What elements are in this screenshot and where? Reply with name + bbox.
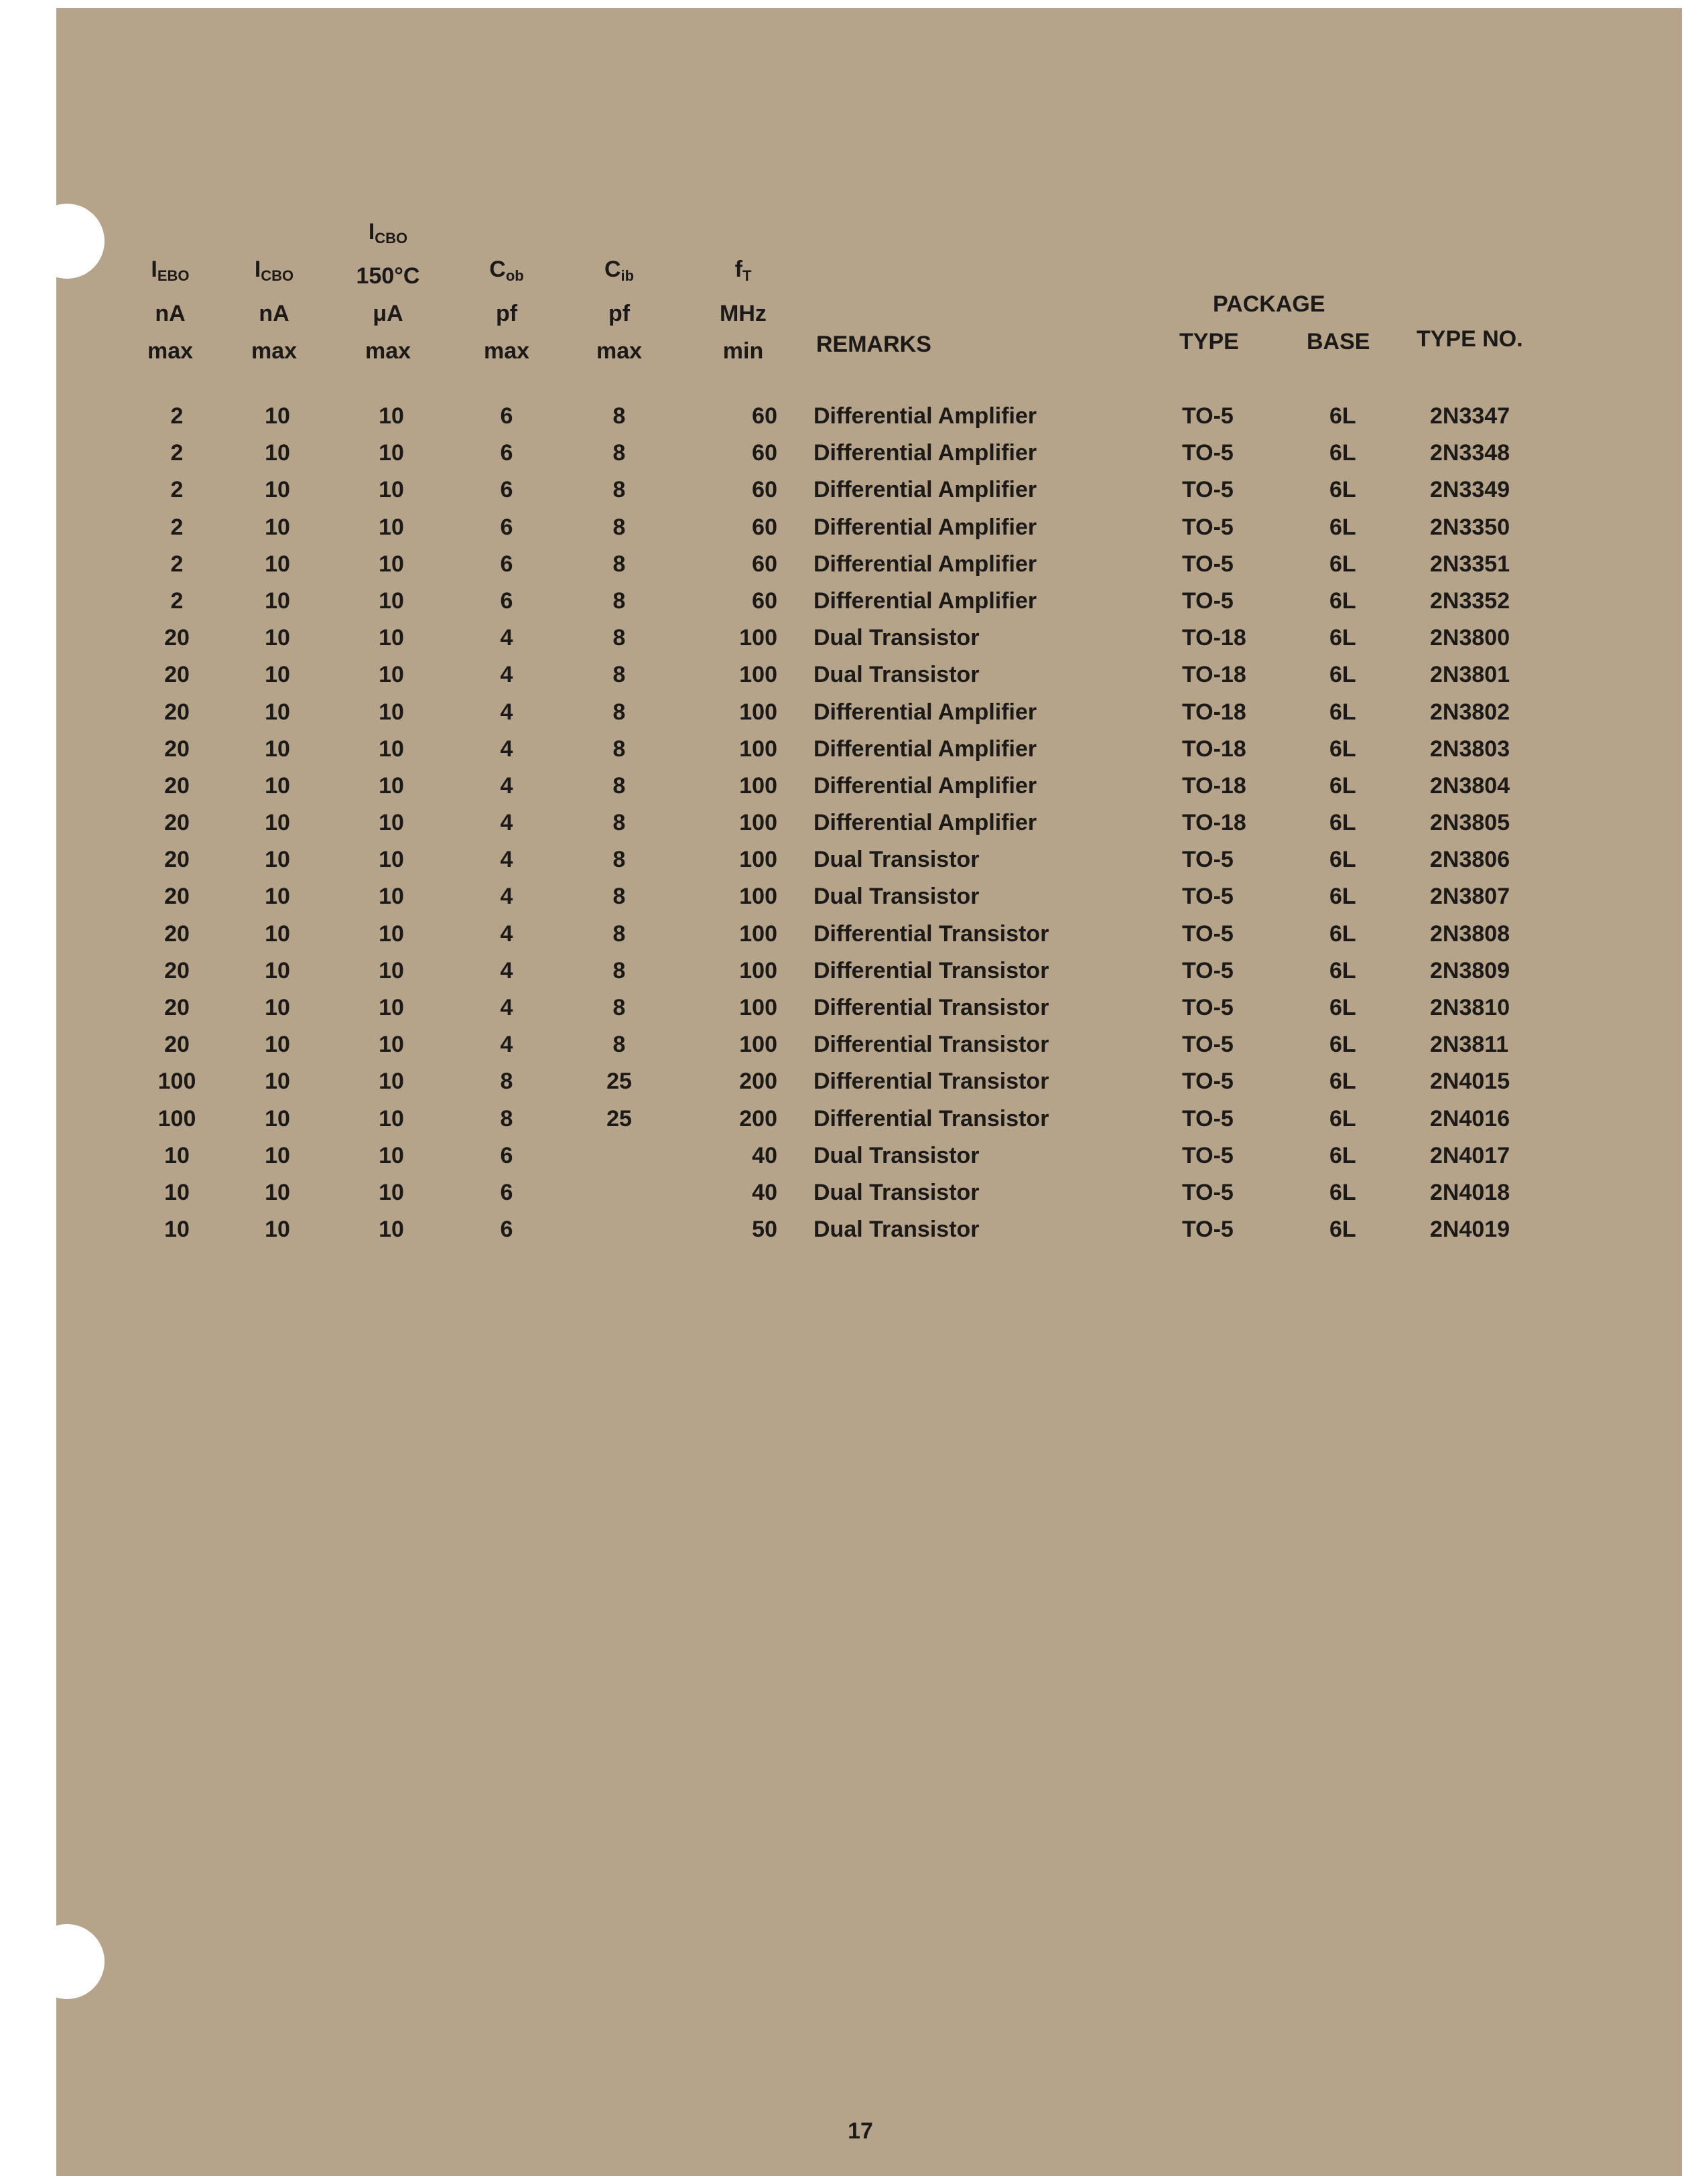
cell-iebo: 10 — [164, 1217, 190, 1243]
cell-package-base: 6L — [1329, 772, 1356, 799]
cell-remarks: Differential Transistor — [813, 995, 1049, 1020]
cell-iebo: 10 — [164, 1142, 190, 1168]
cell-icbo-150c: 10 — [379, 957, 404, 983]
cell-cib: 8 — [612, 772, 626, 799]
cell-ft: 100 — [739, 625, 777, 651]
cell-ft: 100 — [739, 736, 777, 762]
table-row — [56, 1180, 1682, 1217]
cell-package-type: TO-18 — [1182, 625, 1246, 651]
table-row — [56, 847, 1682, 884]
cell-remarks: Dual Transistor — [813, 1217, 980, 1243]
cell-type-no: 2N3800 — [1430, 625, 1510, 651]
table-row — [56, 477, 1682, 514]
cell-cob: 4 — [500, 662, 513, 688]
cell-iebo: 2 — [170, 440, 184, 466]
cell-cib: 8 — [612, 625, 626, 651]
cell-package-type: TO-18 — [1182, 736, 1246, 762]
cell-remarks: Differential Transistor — [813, 1069, 1049, 1095]
header-package-base: BASE — [1307, 329, 1370, 354]
cell-ft: 100 — [739, 995, 777, 1020]
cell-cib: 8 — [612, 1032, 626, 1058]
cell-remarks: Dual Transistor — [813, 847, 980, 873]
cell-icbo: 10 — [265, 772, 290, 799]
cell-icbo: 10 — [265, 736, 290, 762]
cell-icbo: 10 — [265, 957, 290, 983]
cell-iebo: 2 — [170, 403, 184, 429]
table-row — [56, 1032, 1682, 1069]
cell-icbo: 10 — [265, 551, 290, 577]
cell-type-no: 2N3352 — [1430, 588, 1510, 614]
cell-ft: 100 — [739, 884, 777, 910]
cell-iebo: 20 — [164, 699, 190, 725]
cell-remarks: Dual Transistor — [813, 1142, 980, 1168]
cell-cob: 4 — [500, 884, 513, 910]
cell-type-no: 2N3806 — [1430, 847, 1510, 873]
cell-ft: 100 — [739, 772, 777, 799]
cell-remarks: Differential Amplifier — [813, 514, 1037, 540]
cell-package-type: TO-5 — [1182, 588, 1234, 614]
cell-icbo-150c: 10 — [379, 625, 404, 651]
cell-ft: 50 — [752, 1217, 777, 1243]
cell-icbo-150c: 10 — [379, 1032, 404, 1058]
cell-ft: 100 — [739, 957, 777, 983]
cell-cob: 8 — [500, 1069, 513, 1095]
cell-cob: 4 — [500, 847, 513, 873]
cell-cob: 6 — [500, 477, 513, 503]
cell-package-type: TO-5 — [1182, 995, 1234, 1020]
cell-iebo: 20 — [164, 884, 190, 910]
cell-package-type: TO-5 — [1182, 847, 1234, 873]
cell-icbo: 10 — [265, 920, 290, 947]
cell-cob: 4 — [500, 772, 513, 799]
cell-type-no: 2N3350 — [1430, 514, 1510, 540]
table-row — [56, 699, 1682, 736]
cell-icbo-150c: 10 — [379, 514, 404, 540]
cell-type-no: 2N3805 — [1430, 810, 1510, 836]
cell-ft: 100 — [739, 1032, 777, 1058]
cell-iebo: 2 — [170, 551, 184, 577]
cell-cob: 4 — [500, 810, 513, 836]
table-row — [56, 995, 1682, 1032]
cell-ft: 200 — [739, 1105, 777, 1132]
cell-remarks: Differential Transistor — [813, 1105, 1049, 1132]
cell-package-type: TO-5 — [1182, 403, 1234, 429]
cell-iebo: 2 — [170, 477, 184, 503]
cell-icbo-150c: 10 — [379, 699, 404, 725]
cell-icbo-150c: 10 — [379, 995, 404, 1020]
header-ft: $f_T$ MHz min — [720, 257, 767, 364]
cell-icbo: 10 — [265, 477, 290, 503]
cell-ft: 60 — [752, 440, 777, 466]
cell-package-type: TO-5 — [1182, 1179, 1234, 1205]
cell-cib: 8 — [612, 403, 626, 429]
cell-ft: 100 — [739, 662, 777, 688]
table-row — [56, 810, 1682, 847]
cell-icbo: 10 — [265, 699, 290, 725]
cell-cib: 8 — [612, 699, 626, 725]
cell-package-base: 6L — [1329, 847, 1356, 873]
cell-remarks: Dual Transistor — [813, 662, 980, 688]
cell-cob: 6 — [500, 1142, 513, 1168]
cell-package-type: TO-5 — [1182, 957, 1234, 983]
cell-iebo: 20 — [164, 995, 190, 1020]
cell-cob: 6 — [500, 1217, 513, 1243]
cell-icbo-150c: 10 — [379, 920, 404, 947]
cell-cob: 6 — [500, 514, 513, 540]
cell-icbo-150c: 10 — [379, 477, 404, 503]
cell-package-base: 6L — [1329, 699, 1356, 725]
cell-ft: 60 — [752, 477, 777, 503]
cell-iebo: 20 — [164, 810, 190, 836]
cell-cob: 6 — [500, 588, 513, 614]
cell-cob: 4 — [500, 1032, 513, 1058]
cell-icbo: 10 — [265, 403, 290, 429]
cell-type-no: 2N3807 — [1430, 884, 1510, 910]
cell-cob: 4 — [500, 920, 513, 947]
cell-icbo-150c: 10 — [379, 772, 404, 799]
transistor-table — [56, 403, 1682, 1253]
cell-remarks: Differential Transistor — [813, 1032, 1049, 1058]
cell-ft: 60 — [752, 588, 777, 614]
table-row — [56, 515, 1682, 551]
header-icbo: $I_{CBO}$ nA max — [251, 257, 298, 364]
header-cib: $C_{ib}$ pf max — [596, 257, 643, 364]
cell-cib: 8 — [612, 736, 626, 762]
cell-remarks: Dual Transistor — [813, 625, 980, 651]
cell-iebo: 2 — [170, 588, 184, 614]
cell-package-type: TO-5 — [1182, 920, 1234, 947]
cell-remarks: Differential Amplifier — [813, 403, 1037, 429]
cell-icbo: 10 — [265, 1142, 290, 1168]
table-row — [56, 1217, 1682, 1253]
cell-ft: 40 — [752, 1179, 777, 1205]
cell-iebo: 20 — [164, 957, 190, 983]
cell-icbo: 10 — [265, 810, 290, 836]
cell-icbo-150c: 10 — [379, 1179, 404, 1205]
cell-package-base: 6L — [1329, 995, 1356, 1020]
table-row — [56, 403, 1682, 440]
cell-type-no: 2N4017 — [1430, 1142, 1510, 1168]
header-iebo: $I_{EBO}$ nA max — [147, 257, 194, 364]
cell-package-type: TO-5 — [1182, 1217, 1234, 1243]
cell-iebo: 20 — [164, 736, 190, 762]
cell-ft: 100 — [739, 847, 777, 873]
cell-package-type: TO-5 — [1182, 1032, 1234, 1058]
cell-remarks: Differential Amplifier — [813, 588, 1037, 614]
cell-ft: 40 — [752, 1142, 777, 1168]
cell-package-type: TO-5 — [1182, 1069, 1234, 1095]
table-row — [56, 662, 1682, 699]
cell-icbo-150c: 10 — [379, 884, 404, 910]
cell-type-no: 2N3809 — [1430, 957, 1510, 983]
cell-cib: 8 — [612, 514, 626, 540]
cell-remarks: Dual Transistor — [813, 1179, 980, 1205]
cell-cob: 4 — [500, 699, 513, 725]
cell-icbo: 10 — [265, 1217, 290, 1243]
cell-icbo: 10 — [265, 1069, 290, 1095]
cell-ft: 200 — [739, 1069, 777, 1095]
cell-package-type: TO-18 — [1182, 699, 1246, 725]
cell-remarks: Differential Amplifier — [813, 551, 1037, 577]
cell-icbo: 10 — [265, 514, 290, 540]
cell-package-type: TO-5 — [1182, 884, 1234, 910]
cell-type-no: 2N4019 — [1430, 1217, 1510, 1243]
cell-cib: 8 — [612, 920, 626, 947]
cell-iebo: 100 — [157, 1105, 196, 1132]
cell-icbo: 10 — [265, 588, 290, 614]
cell-remarks: Differential Transistor — [813, 957, 1049, 983]
cell-package-base: 6L — [1329, 403, 1356, 429]
cell-remarks: Differential Amplifier — [813, 477, 1037, 503]
cell-type-no: 2N3801 — [1430, 662, 1510, 688]
cell-remarks: Differential Amplifier — [813, 699, 1037, 725]
cell-cob: 4 — [500, 995, 513, 1020]
cell-ft: 60 — [752, 551, 777, 577]
cell-ft: 100 — [739, 810, 777, 836]
cell-iebo: 100 — [157, 1069, 196, 1095]
cell-type-no: 2N3811 — [1430, 1032, 1509, 1058]
cell-iebo: 2 — [170, 514, 184, 540]
cell-iebo: 20 — [164, 1032, 190, 1058]
cell-iebo: 20 — [164, 920, 190, 947]
cell-remarks: Differential Amplifier — [813, 810, 1037, 836]
cell-remarks: Differential Amplifier — [813, 440, 1037, 466]
cell-remarks: Dual Transistor — [813, 884, 980, 910]
cell-icbo: 10 — [265, 440, 290, 466]
cell-package-type: TO-5 — [1182, 1105, 1234, 1132]
table-row — [56, 1069, 1682, 1105]
cell-package-base: 6L — [1329, 440, 1356, 466]
cell-icbo-150c: 10 — [379, 662, 404, 688]
binder-hole-top — [29, 204, 105, 279]
cell-icbo: 10 — [265, 662, 290, 688]
header-type-no: TYPE NO. — [1417, 326, 1523, 352]
cell-type-no: 2N3351 — [1430, 551, 1510, 577]
cell-package-base: 6L — [1329, 736, 1356, 762]
cell-type-no: 2N3803 — [1430, 736, 1510, 762]
cell-cib: 8 — [612, 588, 626, 614]
cell-icbo: 10 — [265, 847, 290, 873]
cell-type-no: 2N3810 — [1430, 995, 1510, 1020]
cell-cib: 8 — [612, 995, 626, 1020]
cell-package-base: 6L — [1329, 625, 1356, 651]
table-row — [56, 773, 1682, 810]
table-row — [56, 958, 1682, 995]
cell-type-no: 2N4015 — [1430, 1069, 1510, 1095]
cell-icbo-150c: 10 — [379, 551, 404, 577]
cell-ft: 100 — [739, 920, 777, 947]
cell-package-base: 6L — [1329, 1032, 1356, 1058]
cell-iebo: 20 — [164, 772, 190, 799]
cell-package-type: TO-5 — [1182, 440, 1234, 466]
cell-cob: 6 — [500, 440, 513, 466]
cell-icbo: 10 — [265, 1032, 290, 1058]
header-cob: $C_{ob}$ pf max — [483, 257, 530, 364]
cell-icbo-150c: 10 — [379, 847, 404, 873]
cell-icbo-150c: 10 — [379, 588, 404, 614]
cell-package-base: 6L — [1329, 1179, 1356, 1205]
cell-iebo: 20 — [164, 847, 190, 873]
binder-hole-bottom — [29, 1924, 105, 1999]
page-number: 17 — [848, 2118, 873, 2144]
cell-cob: 8 — [500, 1105, 513, 1132]
header-package: PACKAGE — [1213, 291, 1325, 317]
header-package-type: TYPE — [1179, 329, 1239, 354]
cell-ft: 60 — [752, 403, 777, 429]
table-row — [56, 551, 1682, 588]
table-row — [56, 1143, 1682, 1180]
cell-icbo-150c: 10 — [379, 1069, 404, 1095]
cell-package-type: TO-5 — [1182, 1142, 1234, 1168]
table-row — [56, 625, 1682, 662]
table-row — [56, 1106, 1682, 1143]
table-row — [56, 588, 1682, 625]
cell-cib: 8 — [612, 440, 626, 466]
cell-type-no: 2N3804 — [1430, 772, 1510, 799]
cell-iebo: 10 — [164, 1179, 190, 1205]
cell-package-type: TO-5 — [1182, 477, 1234, 503]
cell-cib: 8 — [612, 662, 626, 688]
cell-package-type: TO-5 — [1182, 551, 1234, 577]
header-icbo-150c: $I_{CBO}$ 150°C μA max — [356, 219, 420, 364]
cell-cob: 6 — [500, 403, 513, 429]
header-remarks: REMARKS — [816, 332, 931, 357]
cell-type-no: 2N3808 — [1430, 920, 1510, 947]
cell-icbo: 10 — [265, 1105, 290, 1132]
cell-icbo-150c: 10 — [379, 736, 404, 762]
cell-cob: 6 — [500, 551, 513, 577]
cell-package-type: TO-18 — [1182, 662, 1246, 688]
cell-icbo: 10 — [265, 995, 290, 1020]
cell-icbo: 10 — [265, 625, 290, 651]
cell-package-base: 6L — [1329, 1105, 1356, 1132]
cell-icbo-150c: 10 — [379, 440, 404, 466]
cell-ft: 60 — [752, 514, 777, 540]
table-row — [56, 736, 1682, 773]
cell-ft: 100 — [739, 699, 777, 725]
document-page — [56, 8, 1682, 2176]
cell-remarks: Differential Transistor — [813, 920, 1049, 947]
cell-cob: 6 — [500, 1179, 513, 1205]
cell-type-no: 2N3802 — [1430, 699, 1510, 725]
cell-icbo-150c: 10 — [379, 810, 404, 836]
cell-cib: 8 — [612, 551, 626, 577]
cell-icbo-150c: 10 — [379, 1217, 404, 1243]
cell-package-base: 6L — [1329, 920, 1356, 947]
cell-icbo-150c: 10 — [379, 1142, 404, 1168]
cell-cob: 4 — [500, 957, 513, 983]
cell-cib: 8 — [612, 884, 626, 910]
cell-icbo-150c: 10 — [379, 403, 404, 429]
cell-type-no: 2N4016 — [1430, 1105, 1510, 1132]
cell-remarks: Differential Amplifier — [813, 772, 1037, 799]
cell-package-base: 6L — [1329, 551, 1356, 577]
cell-icbo: 10 — [265, 1179, 290, 1205]
cell-package-base: 6L — [1329, 1217, 1356, 1243]
cell-iebo: 20 — [164, 662, 190, 688]
cell-cib: 8 — [612, 847, 626, 873]
cell-package-base: 6L — [1329, 588, 1356, 614]
table-row — [56, 921, 1682, 958]
cell-icbo: 10 — [265, 884, 290, 910]
cell-package-base: 6L — [1329, 477, 1356, 503]
cell-cib: 8 — [612, 957, 626, 983]
cell-package-base: 6L — [1329, 662, 1356, 688]
cell-remarks: Differential Amplifier — [813, 736, 1037, 762]
table-row — [56, 440, 1682, 477]
cell-package-base: 6L — [1329, 514, 1356, 540]
cell-type-no: 2N3348 — [1430, 440, 1510, 466]
cell-cib: 25 — [606, 1069, 632, 1095]
cell-package-type: TO-18 — [1182, 772, 1246, 799]
cell-type-no: 2N3347 — [1430, 403, 1510, 429]
cell-package-base: 6L — [1329, 957, 1356, 983]
cell-package-base: 6L — [1329, 884, 1356, 910]
table-row — [56, 884, 1682, 920]
cell-package-base: 6L — [1329, 1069, 1356, 1095]
cell-cib: 25 — [606, 1105, 632, 1132]
cell-cib: 8 — [612, 477, 626, 503]
cell-package-base: 6L — [1329, 1142, 1356, 1168]
cell-type-no: 2N3349 — [1430, 477, 1510, 503]
cell-cob: 4 — [500, 625, 513, 651]
cell-icbo-150c: 10 — [379, 1105, 404, 1132]
cell-package-base: 6L — [1329, 810, 1356, 836]
cell-cib: 8 — [612, 810, 626, 836]
cell-type-no: 2N4018 — [1430, 1179, 1510, 1205]
cell-iebo: 20 — [164, 625, 190, 651]
cell-package-type: TO-18 — [1182, 810, 1246, 836]
cell-package-type: TO-5 — [1182, 514, 1234, 540]
cell-cob: 4 — [500, 736, 513, 762]
